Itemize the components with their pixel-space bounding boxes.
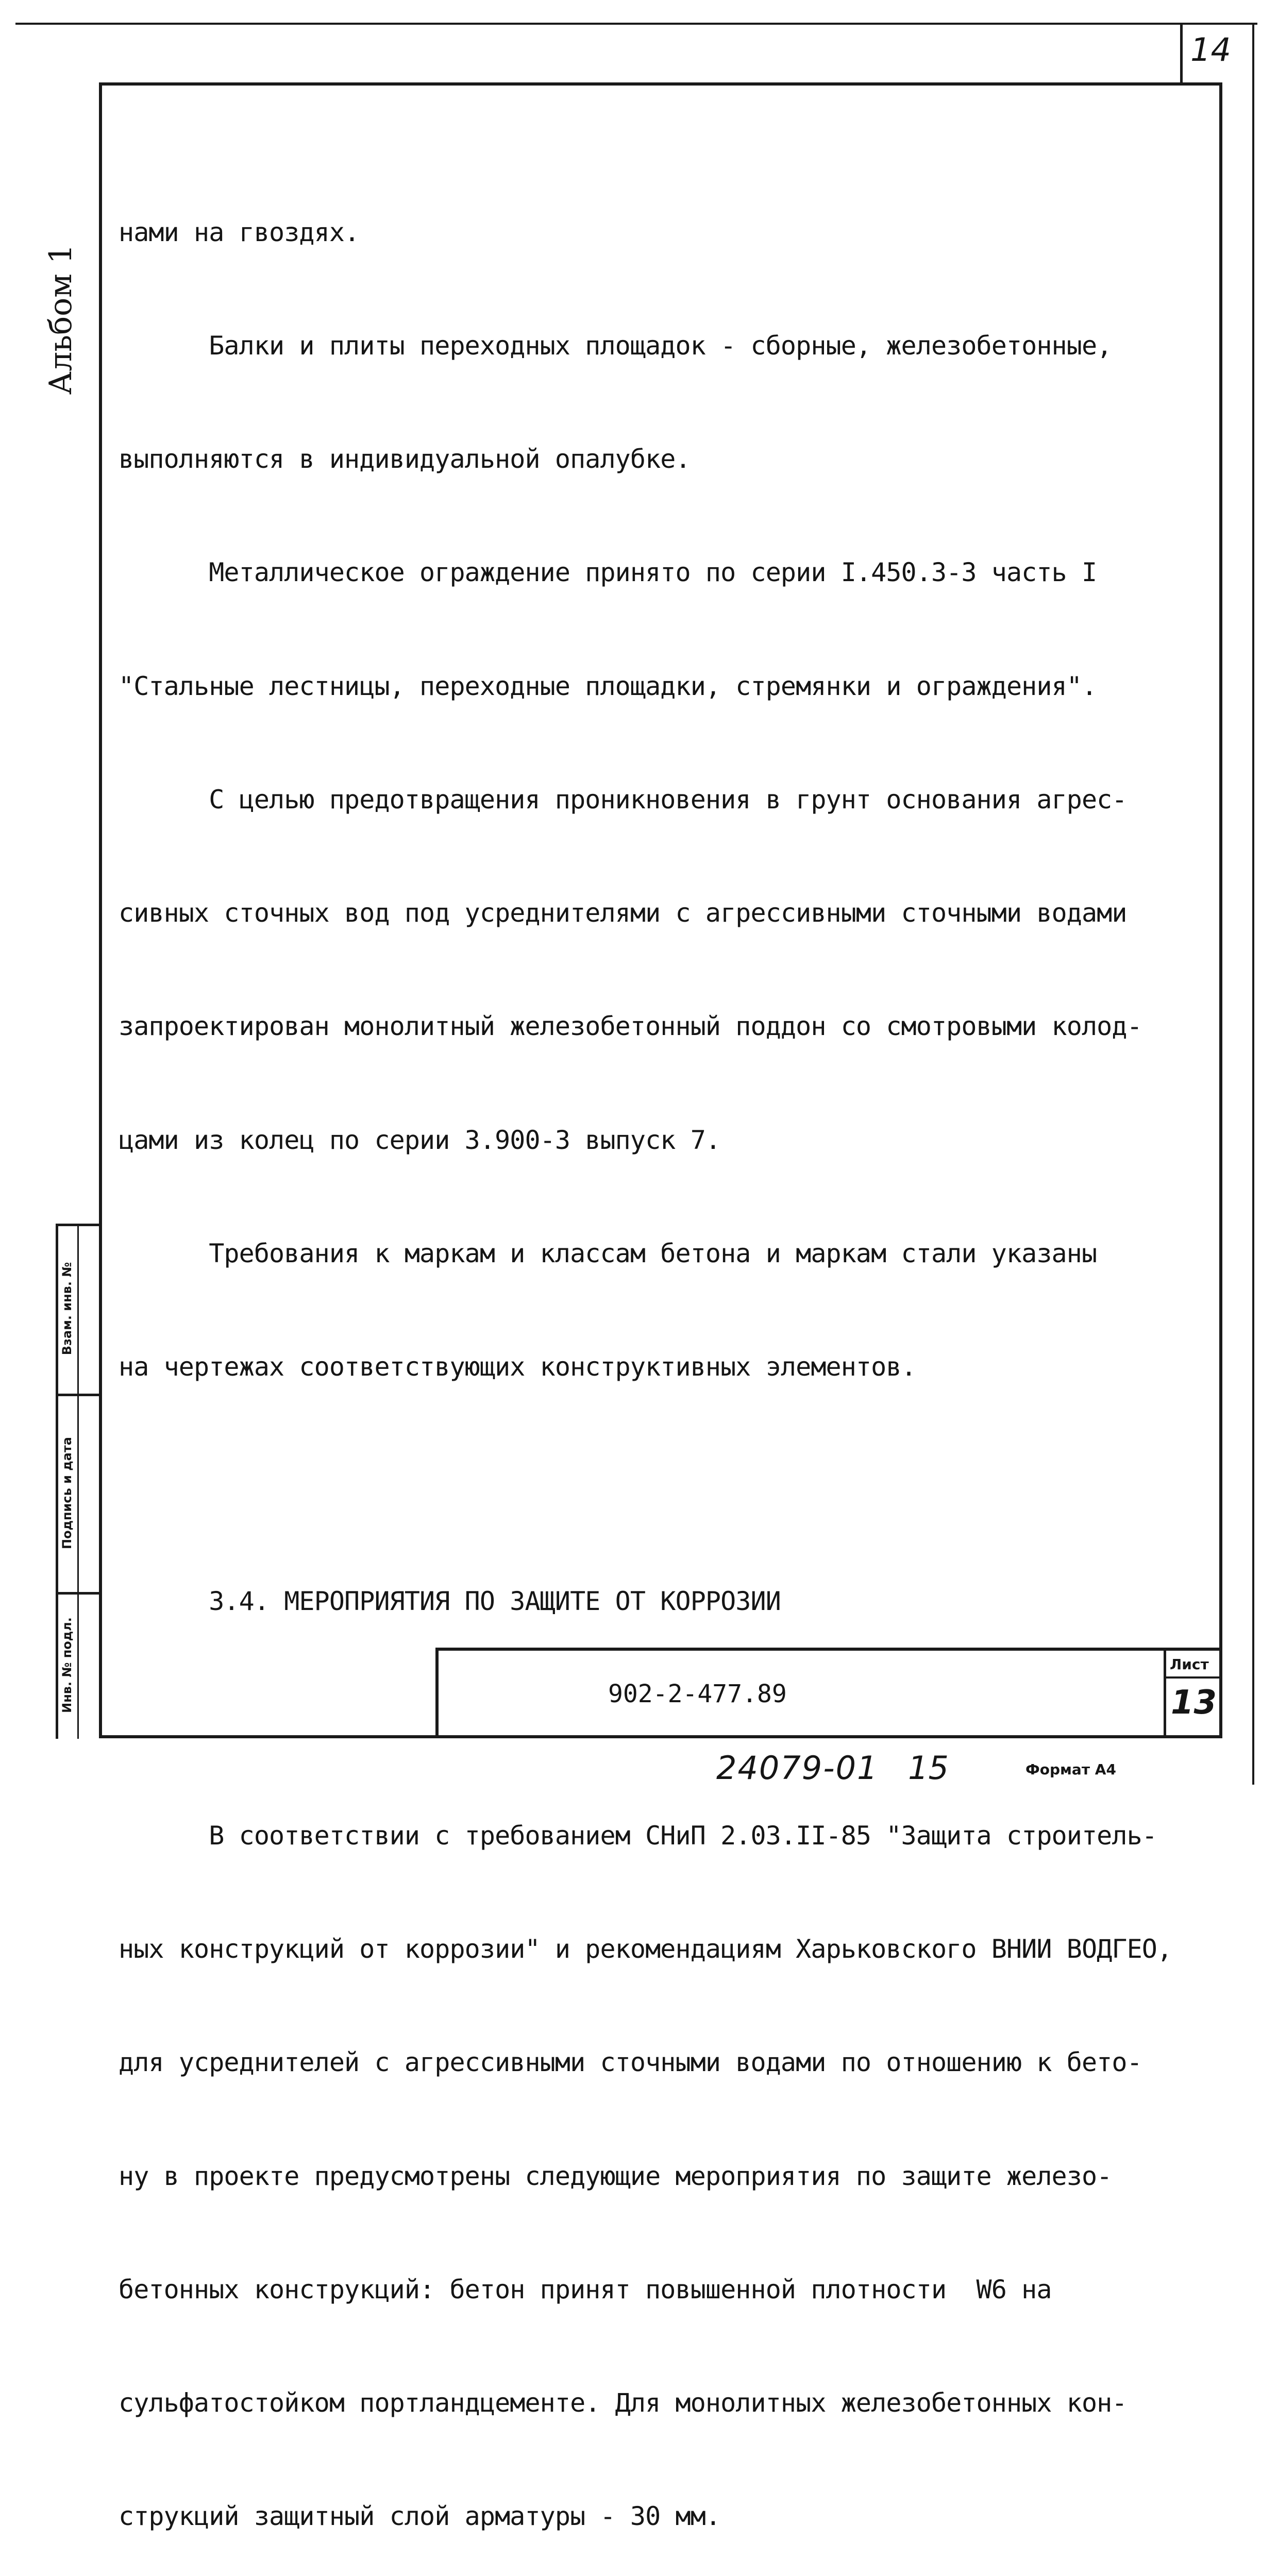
paragraph-4-line-2: сивных сточных вод под усреднителями с агрессивными сточными водами	[119, 898, 1127, 928]
paragraph-1: нами на гвоздях.	[119, 217, 360, 247]
paragraph-4-line-1: С целью предотвращения проникновения в грунт основания агрес-	[119, 784, 1127, 815]
sheet-label: Лист	[1170, 1656, 1209, 1673]
paragraph-6-line-2: ных конструкций от коррозии" и рекомендациям Харьковского ВНИИ ВОДГЕО,	[119, 1934, 1172, 1964]
side-stamp-top	[56, 1224, 100, 1226]
section-heading-3-4: 3.4. МЕРОПРИЯТИЯ ПО ЗАЩИТЕ ОТ КОРРОЗИИ	[119, 1586, 781, 1617]
paragraph-5-line-2: на чертежах соответствующих конструктивных элементов.	[119, 1352, 916, 1382]
title-block-top	[435, 1648, 1222, 1651]
paper-format: Формат А4	[1025, 1761, 1116, 1778]
side-stamp-sep2	[56, 1592, 100, 1595]
side-label-signature-date: Подпись и дата	[60, 1437, 74, 1549]
document-body	[119, 138, 1216, 2576]
top-border-line	[15, 23, 1257, 25]
paragraph-3-line-1: Металлическое ограждение принято по серии I.450.3-3 часть I	[119, 557, 1097, 588]
sheet-number: 13	[1171, 1684, 1217, 1722]
copy-number: 15	[908, 1749, 949, 1787]
document-code: 902-2-477.89	[608, 1680, 787, 1708]
right-border-line	[1252, 23, 1254, 1785]
sheet-box-left	[1180, 23, 1183, 82]
title-block-list-sep	[1164, 1676, 1222, 1679]
paragraph-6-line-6: сульфатостойком портландцементе. Для монолитных железобетонных кон-	[119, 2388, 1127, 2418]
paragraph-2-line-2: выполняются в индивидуальной опалубке.	[119, 444, 691, 474]
sheet-number-top: 14	[1190, 31, 1231, 69]
paragraph-6-line-7: струкций защитный слой арматуры - 30 мм.	[119, 2501, 721, 2532]
side-stamp-sep1	[56, 1394, 100, 1396]
paragraph-2-line-1: Балки и плиты переходных площадок - сборные, железобетонные,	[119, 331, 1112, 361]
side-label-ref-inv: Взам. инв. №	[60, 1262, 74, 1355]
side-label-orig-inv: Инв. № подл.	[60, 1617, 74, 1713]
paragraph-5-line-1: Требования к маркам и классам бетона и маркам стали указаны	[119, 1238, 1097, 1268]
side-stamp-divider	[77, 1224, 79, 1739]
paragraph-3-line-2: "Стальные лестницы, переходные площадки, стремянки и ограждения".	[119, 671, 1097, 701]
side-stamp-left	[56, 1224, 58, 1739]
paragraph-6-line-5: бетонных конструкций: бетон принят повышенной плотности W6 на	[119, 2274, 1052, 2304]
paragraph-6-line-4: ну в проекте предусмотрены следующие мероприятия по защите железо-	[119, 2161, 1112, 2191]
title-block-list-divider	[1164, 1648, 1166, 1738]
album-label: Альбом 1	[43, 244, 79, 395]
inventory-number: 24079-01	[716, 1749, 879, 1787]
paragraph-4-line-3: запроектирован монолитный железобетонный поддон со смотровыми колод-	[119, 1011, 1142, 1042]
paragraph-6-line-3: для усреднителей с агрессивными сточными водами по отношению к бето-	[119, 2047, 1142, 2078]
paragraph-4-line-4: цами из колец по серии 3.900-3 выпуск 7.	[119, 1125, 721, 1155]
paragraph-6-line-1: В соответствии с требованием СНиП 2.03.II-85 "Защита строитель-	[119, 1821, 1157, 1851]
title-block-left	[435, 1648, 439, 1738]
